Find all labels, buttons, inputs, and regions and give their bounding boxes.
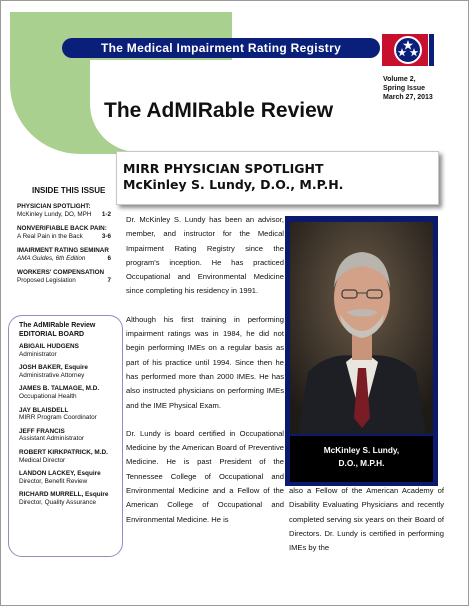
member-role: Medical Director xyxy=(19,456,66,464)
toc-title: INSIDE THIS ISSUE xyxy=(32,186,106,195)
member-name: RICHARD MURRELL, Esquire xyxy=(19,491,109,499)
board-title-line: EDITORIAL BOARD xyxy=(19,331,85,338)
photo-caption xyxy=(290,436,433,482)
caption-line: D.O., M.P.H. xyxy=(338,458,385,468)
member-name: LANDON LACKEY, Esquire xyxy=(19,470,101,478)
board-member xyxy=(19,364,121,379)
issue-date: March 27, 2013 xyxy=(383,94,433,101)
toc-item[interactable] xyxy=(17,247,111,263)
member-name: ROBERT KIRKPATRICK, M.D. xyxy=(19,448,108,456)
toc-item-subtitle: A Real Pain in the Back xyxy=(17,233,83,240)
toc-item-heading: IMAIRMENT RATING SEMINAR xyxy=(17,247,109,254)
article-column-2 xyxy=(289,484,444,555)
board-member xyxy=(19,407,121,422)
toc-item-heading: PHYSICIAN SPOTLIGHT: xyxy=(17,203,91,210)
tennessee-flag-icon xyxy=(382,34,434,66)
board-member xyxy=(19,385,121,400)
spotlight-heading-box xyxy=(116,151,439,205)
member-role: Assistant Administrator xyxy=(19,435,84,443)
editorial-board-title xyxy=(19,321,95,339)
member-role: Administrative Attorney xyxy=(19,371,85,379)
spotlight-heading: MIRR PHYSICIAN SPOTLIGHT xyxy=(123,161,324,176)
member-name: JAMES B. TALMAGE, M.D. xyxy=(19,385,100,393)
newsletter-title: The AdMIRable Review xyxy=(104,99,334,122)
article-column-1 xyxy=(126,213,284,541)
member-role: Occupational Health xyxy=(19,392,77,400)
board-member xyxy=(19,449,121,464)
toc-item-page: 1-2 xyxy=(101,211,111,218)
toc-item[interactable] xyxy=(17,269,111,285)
caption-line: McKinley S. Lundy, xyxy=(323,445,400,455)
registry-banner: The Medical Impairment Rating Registry xyxy=(62,38,380,58)
portrait-photo xyxy=(290,222,433,434)
toc-item-heading: NONVERIFIABLE BACK PAIN: xyxy=(17,225,107,232)
board-member xyxy=(19,343,121,358)
board-title-line: The AdMIRable Review xyxy=(19,322,96,329)
member-role: Director, Quality Assurance xyxy=(19,498,97,506)
toc-item-page: 7 xyxy=(107,277,111,284)
toc-item-heading: WORKERS' COMPENSATION xyxy=(17,269,105,276)
toc-item-subtitle: McKinley Lundy, DO, MPH xyxy=(17,211,92,218)
toc-item-subtitle: Proposed Legislation xyxy=(17,277,76,284)
board-member xyxy=(19,470,121,485)
toc-item-subtitle: AMA Guides, 6th Edition xyxy=(17,255,86,262)
member-role: MIRR Program Coordinator xyxy=(19,414,97,422)
issue-info xyxy=(383,75,433,102)
table-of-contents xyxy=(17,203,111,291)
toc-item-page: 3-6 xyxy=(101,233,111,240)
board-member xyxy=(19,491,121,506)
member-name: JOSH BAKER, Esquire xyxy=(19,364,88,372)
board-member xyxy=(19,428,121,443)
member-role: Director, Benefit Review xyxy=(19,477,88,485)
article-paragraph: Although his first training in performing impairment ratings was in 1984, he did not begin performing IMEs on a regular basis as part of his practice until 1994. Since then he has performed more than 2000 IMEs. He has also instructed physicians on performing IMEs and the IME Physical Exam. xyxy=(126,314,284,410)
member-name: JEFF FRANCIS xyxy=(19,427,65,435)
member-name: ABIGAIL HUDGENS xyxy=(19,343,79,350)
toc-item-page: 6 xyxy=(107,255,111,262)
article-paragraph: also a Fellow of the American Academy of Disability Evaluating Physicians and recently completed serving six years on their Board of Directors. Dr. Lundy is certified in performing IMEs by the xyxy=(289,486,444,553)
issue-season: Spring Issue xyxy=(383,85,426,92)
article-paragraph: Dr. Lundy is board certified in Occupational Medicine by the American Board of Preventive Medicine. He is past President of the Tennessee College of Occupational and Environmental Medicine and a Fellow of the American College of Occupational and Environmental Medicine. He is xyxy=(126,428,284,524)
toc-item[interactable] xyxy=(17,225,111,241)
article-paragraph: Dr. McKinley S. Lundy has been an advisor, member, and instructor for the Medical Impairment Rating Registry since the program's inception. He has practiced Occupational and Environmental Medicine since completing his residency in 1991. xyxy=(126,215,284,296)
toc-item[interactable] xyxy=(17,203,111,219)
spotlight-name: McKinley S. Lundy, D.O., M.P.H. xyxy=(123,177,344,192)
issue-volume: Volume 2, xyxy=(383,76,416,83)
editorial-board-list xyxy=(19,343,121,513)
member-name: JAY BLAISDELL xyxy=(19,406,69,414)
member-role: Administrator xyxy=(19,350,57,358)
